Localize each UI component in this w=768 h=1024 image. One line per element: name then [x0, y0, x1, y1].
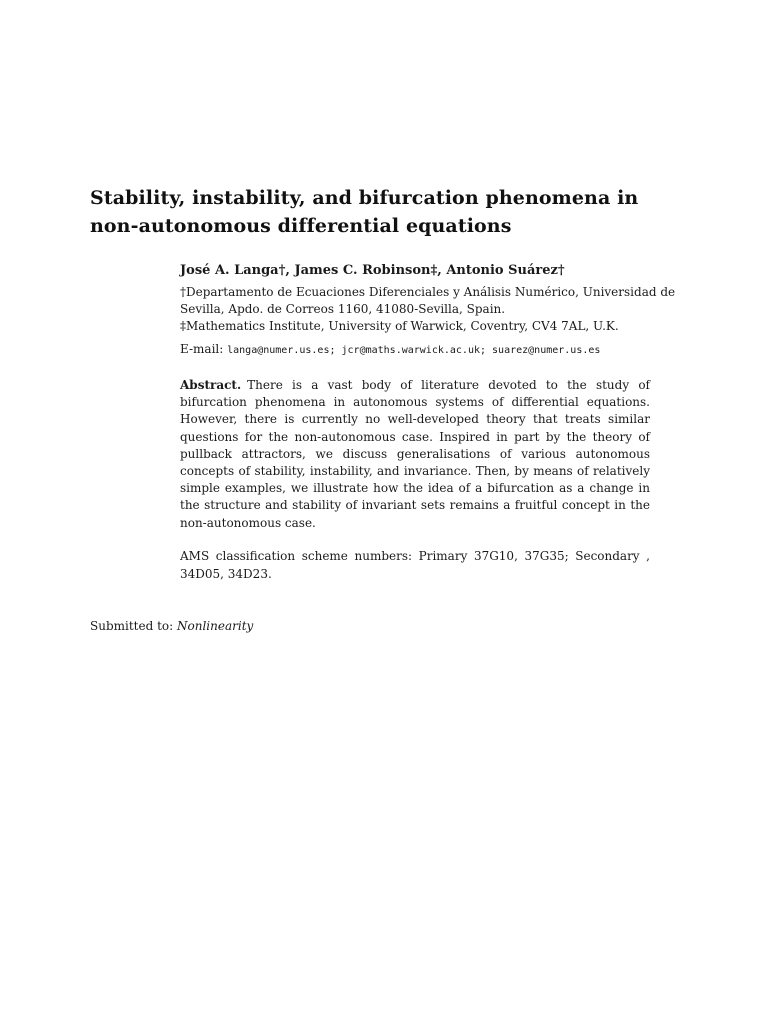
email-addresses: langa@numer.us.es; jcr@maths.warwick.ac.uk; suarez@numer.us.es [227, 345, 601, 356]
email-line [180, 341, 650, 359]
affiliation-line: ‡Mathematics Institute, University of Warwick, Coventry, CV4 7AL, U.K. [180, 319, 619, 333]
journal-name: Nonlinearity [177, 619, 254, 633]
abstract [180, 377, 650, 532]
submitted-label: Submitted to: [90, 619, 174, 633]
abstract-text: There is a vast body of literature devoted to the study of bifurcation phenomena in autonomous systems of differential equations. However, there is currently no well-developed theory that treats similar questions for the non-autonomous case. Inspired in part by the theory of pullback attractors, we discuss generalisations of various autonomous concepts of stability, instability, and invariance. Then, by means of relatively simple examples, we illustrate how the idea of a bifurcation as a change in the structure and stability of invariant sets remains a fruitful concept in the non-autonomous case. [180, 378, 650, 530]
paper-title: Stability, instability, and bifurcation phenomena in non-autonomous differential equations [90, 187, 639, 237]
affiliation-line: †Departamento de Ecuaciones Diferenciales y Análisis Numérico, Universidad de [180, 285, 676, 299]
email-label: E-mail: [180, 342, 224, 356]
affiliations [180, 284, 676, 335]
affiliation-line: Sevilla, Apdo. de Correos 1160, 41080-Sevilla, Spain. [180, 302, 506, 316]
author-list: José A. Langa†, James C. Robinson‡, Antonio Suárez† [180, 263, 565, 278]
abstract-label: Abstract. [180, 378, 242, 392]
ams-classification: AMS classification scheme numbers: Primary 37G10, 37G35; Secondary , 34D05, 34D23. [180, 549, 650, 581]
submission-note [90, 618, 253, 635]
